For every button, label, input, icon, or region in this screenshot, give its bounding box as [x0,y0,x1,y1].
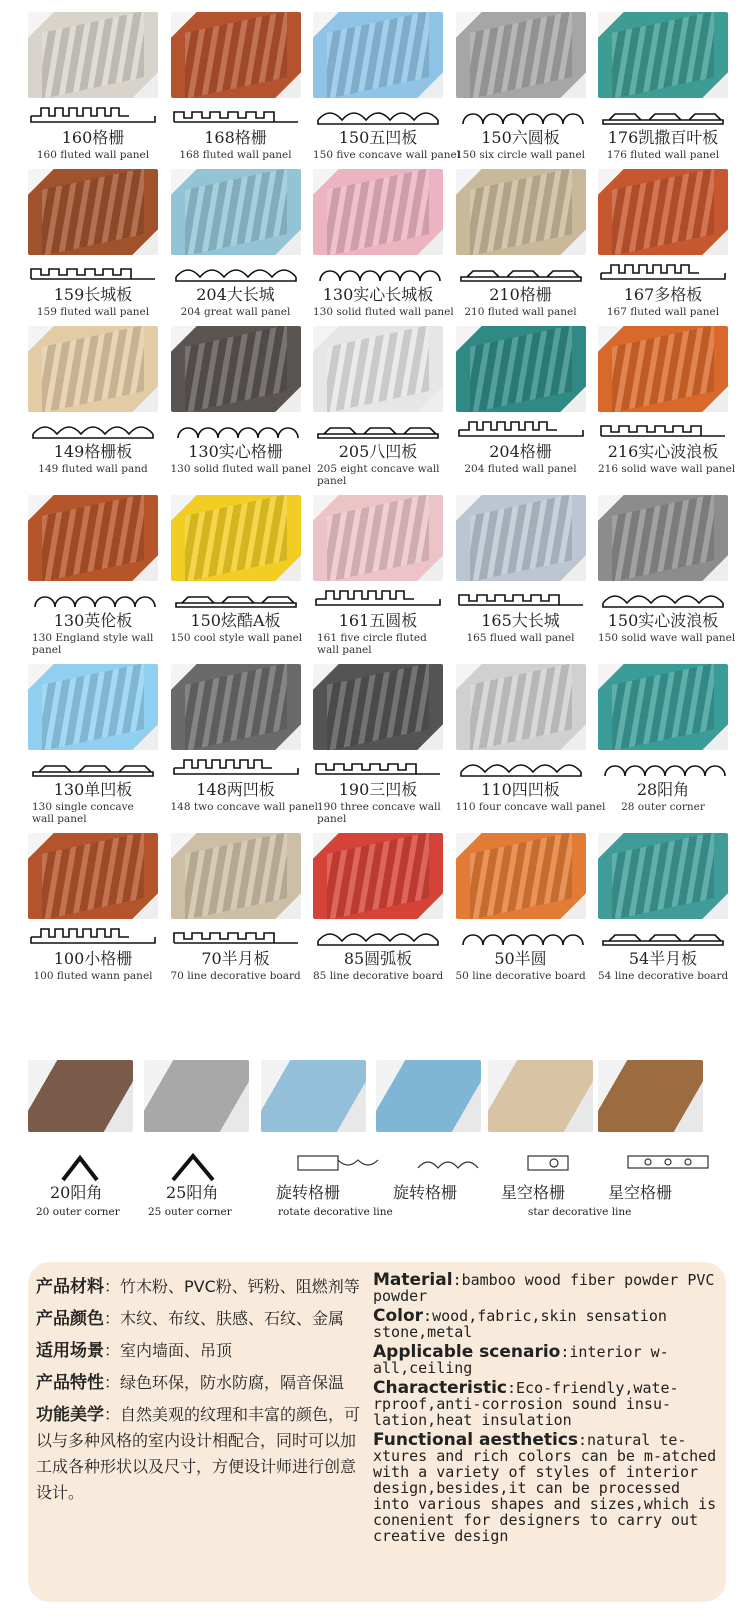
product-photo [313,664,443,750]
profile-drawing [599,416,727,442]
product-name: 130实心格栅 [188,442,283,461]
product-english-name: 54 line decorative board [598,970,729,982]
product-card [171,12,301,161]
product-photo [28,495,158,581]
product-card [598,12,728,161]
profile-drawing [314,585,442,611]
product-photo [28,664,158,750]
product-photo [456,833,586,919]
profile-drawing [172,585,300,611]
product-name: 159长城板 [53,285,133,304]
product-name: 54半月板 [628,949,698,968]
product-photo [171,664,301,750]
profile-drawing [172,923,300,949]
product-name: 130英伦板 [53,611,133,630]
product-row [28,169,728,318]
info-cn-scenario: 适用场景：室内墙面、吊顶 [36,1341,233,1361]
product-english-name: 148 two concave wall panel [170,801,318,813]
accessory-name: 25阳角 [166,1183,219,1202]
product-english-name: 161 five circle fluted wall panel [317,632,427,656]
product-card [313,664,443,825]
product-name: 50半圆 [494,949,547,968]
product-card [171,495,301,656]
product-name: 216实心波浪板 [607,442,719,461]
product-english-name: 150 solid wave wall panel [598,632,736,644]
product-row [28,664,728,825]
profile-drawing [314,754,442,780]
product-english-name: 159 fluted wall panel [36,306,150,318]
product-photo-star-1 [488,1060,593,1132]
info-en-scenario: Applicable scenario:interior w-all,ceiling [373,1342,669,1377]
profile-drawing [599,259,727,285]
info-en-aesthetics: Functional aesthetics:natural te-xtures and rich colors can be m-atched with a variety of styles of interior design,besides,it can be processed into various shapes and sizes,which is conenient for designers to carry out creative design [373,1430,717,1545]
info-english [373,1272,718,1548]
product-english-name: 204 fluted wall panel [464,463,577,475]
accessory-name: 旋转格栅 [393,1183,458,1202]
profile-drawing [314,923,442,949]
product-english-name: 176 fluted wall panel [606,149,720,161]
product-card [28,326,158,487]
product-photo [313,326,443,412]
product-english-name: 165 flued wall panel [466,632,575,644]
accessory-name: 星空格栅 [501,1183,566,1202]
info-en-characteristic: Characteristic:Eco-friendly,wate-rproof,anti-corrosion sound insu-lation,heat insulation [373,1378,679,1429]
info-cn-color: 产品颜色：木纹、布纹、肤感、石纹、金属 [36,1309,345,1329]
material-info-box [28,1262,726,1602]
product-name: 210格栅 [489,285,552,304]
profile-drawing [29,259,157,285]
product-card [598,664,728,825]
product-english-name: 168 fluted wall panel [179,149,292,161]
profile-drawing [29,416,157,442]
accessory-caption: star decorative line [528,1206,632,1218]
product-grid [28,12,736,990]
product-card [313,169,454,318]
product-card [28,664,158,825]
product-photo [456,169,586,255]
product-card [455,664,606,825]
product-photo [28,12,158,98]
profile-drawing [457,102,585,128]
product-photo [28,833,158,919]
product-name: 176凯撒百叶板 [607,128,719,147]
profile-drawing [599,585,727,611]
product-photo-20-corner [28,1060,133,1132]
product-name: 150实心波浪板 [607,611,719,630]
profile-drawing [29,102,157,128]
accessory-name: 旋转格栅 [276,1183,341,1202]
product-photo [456,12,586,98]
profile-drawing [172,754,300,780]
product-card [313,326,443,487]
product-photo [598,169,728,255]
accessory-caption: 20 outer corner [36,1206,120,1218]
product-card [28,12,158,161]
info-cn-aesthetics: 功能美学：自然美观的纹理和丰富的颜色，可以与多种风格的室内设计相配合，同时可以加工成各种形状以及尺寸，方便设计师进行创意设计。 [36,1405,361,1502]
profile-drawing [314,416,442,442]
info-en-material: Material:bamboo wood fiber powder PVC powder [373,1270,715,1305]
product-english-name: 150 cool style wall panel [170,632,303,644]
product-english-name: 130 solid fluted wall panel [170,463,312,475]
product-photo [313,833,443,919]
accessory-name: 星空格栅 [608,1183,673,1202]
product-name: 110四凹板 [481,780,560,799]
info-cn-characteristic: 产品特性：绿色环保，防水防腐，隔音保温 [36,1373,345,1393]
product-english-name: 149 fluted wall pand [38,463,148,475]
product-photo [171,326,301,412]
product-row [28,495,736,656]
product-card [28,169,158,318]
product-photo [171,12,301,98]
profile-drawing [172,102,300,128]
accessory-row [28,1060,728,1230]
profile-drawing [599,754,727,780]
product-name: 149格栅板 [53,442,133,461]
product-card [598,495,736,656]
product-photo [598,326,728,412]
product-card [28,833,158,982]
product-card [28,495,158,656]
product-card [598,169,728,318]
product-card [456,495,586,656]
accessory-caption: rotate decorative line [278,1206,393,1218]
product-english-name: 70 line decorative board [170,970,301,982]
product-english-name: 130 England style wall panel [32,632,154,656]
product-name: 205八凹板 [338,442,418,461]
product-name: 150六圆板 [481,128,560,147]
product-name: 160格栅 [61,128,125,147]
product-card [456,833,586,982]
product-photo [313,169,443,255]
profile-drawing [29,754,157,780]
profile-drawing [29,585,157,611]
profile-drawing [457,416,585,442]
product-photo [598,833,728,919]
product-photo-25-corner [144,1060,249,1132]
profile-drawing [29,923,157,949]
product-card [171,833,301,982]
product-name: 28阳角 [636,780,690,799]
product-english-name: 210 fluted wall panel [464,306,577,318]
product-card [313,12,461,161]
product-english-name: 167 fluted wall panel [606,306,720,318]
product-name: 100小格栅 [53,949,133,968]
product-name: 130实心长城板 [322,285,434,304]
product-name: 150炫酷A板 [190,611,281,630]
product-card [456,169,586,318]
product-english-name: 150 five concave wall panel [313,149,461,161]
profile-drawing [457,754,585,780]
profile-drawing [457,259,585,285]
profile-drawing [314,102,442,128]
profile-drawing [314,259,442,285]
product-english-name: 50 line decorative board [455,970,586,982]
product-name: 130单凹板 [53,780,133,799]
product-row [28,833,728,982]
product-photo [171,169,301,255]
product-card [170,326,312,487]
product-row [28,326,736,487]
product-photo [456,664,586,750]
accessory-name: 20阳角 [50,1183,103,1202]
product-name: 204格栅 [489,442,552,461]
product-name: 161五圆板 [338,611,418,630]
profile-drawing [457,585,585,611]
product-photo [28,169,158,255]
product-card [598,833,728,982]
product-english-name: 28 outer corner [621,801,705,813]
product-name: 70半月板 [201,949,270,968]
product-photo [171,833,301,919]
product-photo-rotate-1 [261,1060,366,1132]
profile-drawing [599,923,727,949]
product-name: 168格栅 [204,128,267,147]
product-card [170,664,318,825]
product-english-name: 110 four concave wall panel [455,801,606,813]
product-english-name: 100 fluted wann panel [33,970,153,982]
product-english-name: 130 single concave wall panel [32,801,134,825]
product-card [313,495,443,656]
info-en-color: Color:wood,fabric,skin sensation stone,metal [373,1306,667,1341]
profile-drawing [457,923,585,949]
product-photo [598,12,728,98]
product-card [313,833,443,982]
product-photo [598,495,728,581]
product-card [456,12,586,161]
product-english-name: 205 eight concave wall panel [317,463,440,487]
product-english-name: 190 three concave wall panel [317,801,441,825]
product-photo [171,495,301,581]
product-row [28,12,728,161]
product-name: 165大长城 [481,611,560,630]
product-name: 190三凹板 [338,780,418,799]
product-name: 204大长城 [196,285,275,304]
accessory-caption: 25 outer corner [148,1206,232,1218]
profile-drawing [172,259,300,285]
product-photo [313,12,443,98]
product-name: 150五凹板 [338,128,418,147]
product-english-name: 130 solid fluted wall panel [313,306,454,318]
product-card [598,326,736,487]
product-photo [456,326,586,412]
product-photo [598,664,728,750]
product-english-name: 150 six circle wall panel [455,149,586,161]
product-name: 148两凹板 [196,780,275,799]
product-card [456,326,586,487]
profile-drawing [599,102,727,128]
product-photo-rotate-2 [376,1060,481,1132]
product-english-name: 85 line decorative board [313,970,444,982]
product-english-name: 204 great wall panel [180,306,291,318]
product-name: 85圆弧板 [343,949,413,968]
product-photo [28,326,158,412]
product-photo-star-2 [598,1060,703,1132]
product-card [171,169,301,318]
profile-drawing [172,416,300,442]
info-chinese [36,1274,366,1512]
product-photo [456,495,586,581]
product-name: 167多格板 [623,285,703,304]
product-english-name: 160 fluted wall panel [36,149,150,161]
product-english-name: 216 solid wave wall panel [598,463,736,475]
info-cn-material: 产品材料：竹木粉、PVC粉、钙粉、阻燃剂等 [36,1277,360,1297]
product-photo [313,495,443,581]
